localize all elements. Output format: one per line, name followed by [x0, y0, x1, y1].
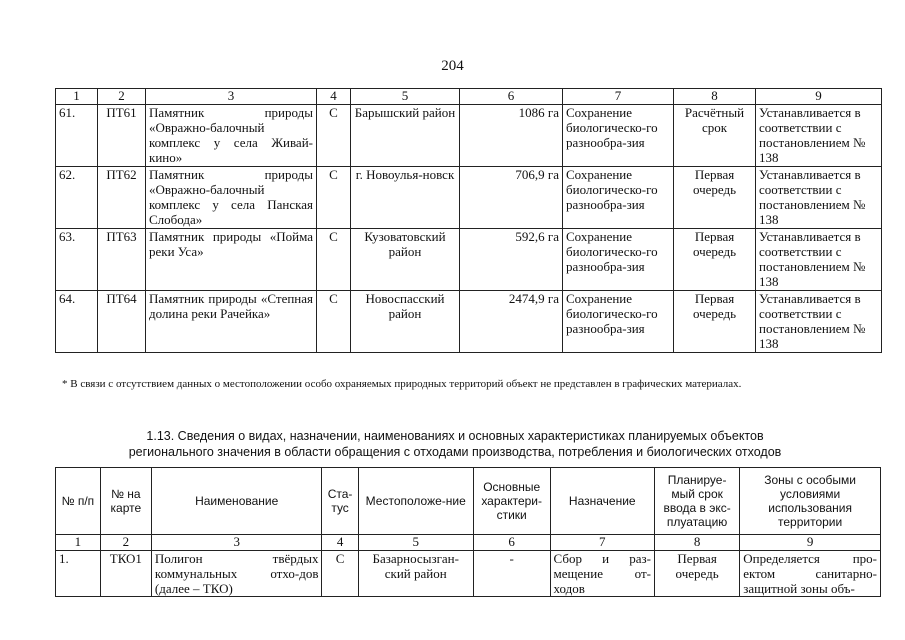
page-number: 204 — [441, 58, 464, 74]
column-number: 6 — [473, 535, 550, 551]
object-name: Памятник природы «Степная долина реки Рачейка» — [146, 291, 317, 353]
column-header: Ста-тус — [322, 468, 358, 535]
object-status: С — [317, 167, 351, 229]
map-code: ПТ64 — [98, 291, 146, 353]
column-number: 5 — [358, 535, 473, 551]
object-status: С — [317, 229, 351, 291]
column-header: № п/п — [56, 468, 101, 535]
object-location: Кузоватовский район — [351, 229, 460, 291]
object-purpose: Сохранение биологическо-го разнообра-зия — [563, 167, 674, 229]
column-number: 2 — [98, 89, 146, 105]
column-number: 3 — [151, 535, 322, 551]
column-number: 9 — [740, 535, 881, 551]
object-name: Памятник природы «Пойма реки Уса» — [146, 229, 317, 291]
object-term: Расчётный срок — [674, 105, 756, 167]
row-number: 62. — [56, 167, 98, 229]
table-row — [56, 291, 882, 353]
object-area: 1086 га — [460, 105, 563, 167]
object-area: 706,9 га — [460, 167, 563, 229]
section-title-line: регионального значения в области обращения с отходами производства, потребления и биологических отходов — [128, 445, 782, 459]
column-number: 4 — [317, 89, 351, 105]
column-header: Основные характери-стики — [473, 468, 550, 535]
column-number: 4 — [322, 535, 358, 551]
map-code: ПТ61 — [98, 105, 146, 167]
column-number: 5 — [351, 89, 460, 105]
row-number: 1. — [56, 551, 101, 597]
table1-column-numbers — [56, 89, 882, 105]
map-code: ПТ63 — [98, 229, 146, 291]
object-zones: Определяется про-ектом санитарно-защитной зоны объ- — [740, 551, 881, 597]
column-header: Местоположе-ние — [358, 468, 473, 535]
row-number: 61. — [56, 105, 98, 167]
column-number: 1 — [56, 535, 101, 551]
column-number: 1 — [56, 89, 98, 105]
map-code: ТКО1 — [100, 551, 151, 597]
object-zones: Устанавливается в соответствии с постановлением № 138 — [756, 167, 882, 229]
waste-facilities-table — [55, 467, 881, 597]
map-code: ПТ62 — [98, 167, 146, 229]
table-row — [56, 229, 882, 291]
object-zones: Устанавливается в соответствии с постановлением № 138 — [756, 105, 882, 167]
object-term: Первая очередь — [674, 229, 756, 291]
table-row — [56, 105, 882, 167]
table2-column-numbers — [56, 535, 881, 551]
table-row — [56, 551, 881, 597]
column-header: Планируе-мый срок ввода в экс-плуатацию — [654, 468, 739, 535]
object-name: Полигон твёрдых коммунальных отхо-дов (далее – ТКО) — [151, 551, 322, 597]
object-purpose: Сохранение биологическо-го разнообра-зия — [563, 291, 674, 353]
object-status: С — [317, 105, 351, 167]
section-title — [60, 428, 850, 460]
object-term: Первая очередь — [674, 291, 756, 353]
row-number: 63. — [56, 229, 98, 291]
object-area: 592,6 га — [460, 229, 563, 291]
column-header: Назначение — [550, 468, 654, 535]
object-name: Памятник природы «Овражно-балочный комплекс у села Панская Слобода» — [146, 167, 317, 229]
object-name: Памятник природы «Овражно-балочный комплекс у села Живай-кино» — [146, 105, 317, 167]
table-row — [56, 167, 882, 229]
object-location: Барышский район — [351, 105, 460, 167]
column-number: 9 — [756, 89, 882, 105]
column-header: № на карте — [100, 468, 151, 535]
column-number: 8 — [674, 89, 756, 105]
object-area: 2474,9 га — [460, 291, 563, 353]
object-term: Первая очередь — [654, 551, 739, 597]
section-title-line: 1.13. Сведения о видах, назначении, наименованиях и основных характеристиках планируемых объектов — [146, 429, 764, 443]
object-location: Новоспасский район — [351, 291, 460, 353]
object-purpose: Сбор и раз-мещение от-ходов — [550, 551, 654, 597]
column-header: Зоны с особыми условиями использования территории — [740, 468, 881, 535]
object-zones: Устанавливается в соответствии с постановлением № 138 — [756, 229, 882, 291]
object-status: С — [322, 551, 358, 597]
object-term: Первая очередь — [674, 167, 756, 229]
object-purpose: Сохранение биологическо-го разнообра-зия — [563, 229, 674, 291]
column-number: 3 — [146, 89, 317, 105]
object-location: г. Новоулья-новск — [351, 167, 460, 229]
object-status: С — [317, 291, 351, 353]
object-characteristics: - — [473, 551, 550, 597]
object-location: Базарносызган-ский район — [358, 551, 473, 597]
column-number: 7 — [550, 535, 654, 551]
protected-areas-table — [55, 88, 882, 353]
table2-header — [56, 468, 881, 535]
object-zones: Устанавливается в соответствии с постановлением № 138 — [756, 291, 882, 353]
column-number: 2 — [100, 535, 151, 551]
column-number: 7 — [563, 89, 674, 105]
column-header: Наименование — [151, 468, 322, 535]
footnote: * В связи с отсутствием данных о местоположении особо охраняемых природных территорий объект не представлен в графических материалах. — [62, 378, 742, 390]
row-number: 64. — [56, 291, 98, 353]
column-number: 8 — [654, 535, 739, 551]
object-purpose: Сохранение биологическо-го разнообра-зия — [563, 105, 674, 167]
column-number: 6 — [460, 89, 563, 105]
